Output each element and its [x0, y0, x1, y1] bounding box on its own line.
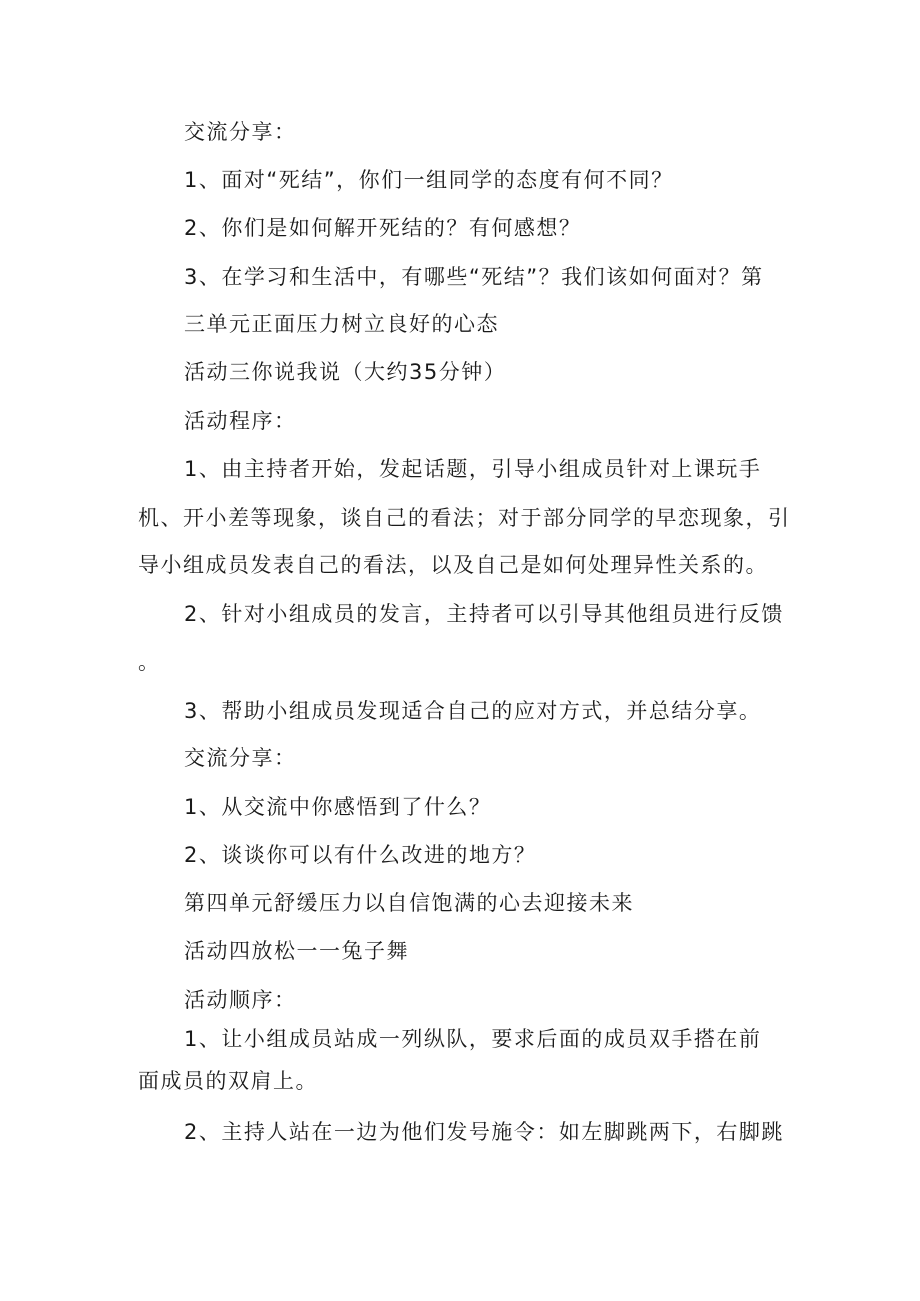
share-question-2: 2、谈谈你可以有什么改进的地方？: [184, 843, 537, 867]
order-step-2-line-1: 2、主持人站在一边为他们发号施令：如左脚跳两下，右脚跳: [184, 1120, 784, 1144]
procedure-step-1-line-1: 1、由主持者开始，发起话题，引导小组成员针对上课玩手: [184, 457, 762, 481]
procedure-step-2-line-2: 。: [138, 650, 161, 674]
procedure-step-3: 3、帮助小组成员发现适合自己的应对方式，并总结分享。: [184, 699, 762, 723]
procedure-step-1-line-3: 导小组成员发表自己的看法，以及自己是如何处理异性关系的。: [138, 553, 768, 577]
order-step-1-line-1: 1、让小组成员站成一列纵队，要求后面的成员双手搭在前: [184, 1027, 762, 1051]
section-heading-share: 交流分享：: [184, 120, 297, 144]
unit-4-title: 第四单元舒缓压力以自信饱满的心去迎接未来: [184, 891, 634, 915]
procedure-step-1-line-2: 机、开小差等现象，谈自己的看法；对于部分同学的早恋现象，引: [138, 506, 791, 530]
activity-order-heading: 活动顺序：: [184, 988, 297, 1012]
question-2: 2、你们是如何解开死结的？有何感想？: [184, 216, 582, 240]
question-1: 1、面对“死结”，你们一组同学的态度有何不同？: [184, 168, 674, 192]
share-question-1: 1、从交流中你感悟到了什么？: [184, 795, 492, 819]
section-heading-share-2: 交流分享：: [184, 746, 297, 770]
activity-3-title: 活动三你说我说（大约35分钟）: [184, 360, 507, 384]
unit-3-title: 三单元正面压力树立良好的心态: [184, 312, 499, 336]
question-3: 3、在学习和生活中，有哪些“死结”？我们该如何面对？第: [184, 265, 764, 289]
procedure-step-2-line-1: 2、针对小组成员的发言，主持者可以引导其他组员进行反馈: [184, 602, 784, 626]
activity-procedure-heading: 活动程序：: [184, 409, 297, 433]
activity-4-title: 活动四放松一一兔子舞: [184, 939, 409, 963]
order-step-1-line-2: 面成员的双肩上。: [138, 1069, 318, 1093]
